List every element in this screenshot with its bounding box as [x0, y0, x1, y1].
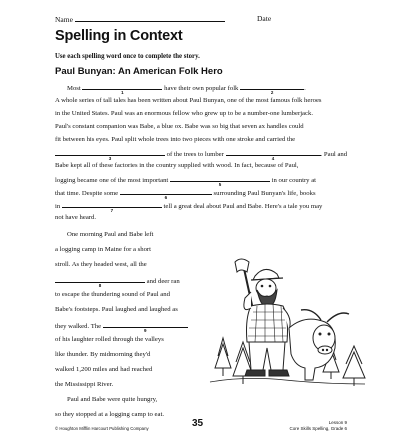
story-line: One morning Paul and Babe left — [67, 231, 154, 238]
story-line: in the United States. Paul was an enormous fellow who grew up to be a number-one lumberjack. — [55, 110, 314, 117]
pine-tree-icon — [343, 346, 365, 386]
story-line: they walked. The 9 — [55, 321, 347, 331]
story-line: the Mississippi River. — [55, 381, 114, 388]
story-line: Paul's constant companion was Babe, a blue ox. Babe was so big that seven ax handles could — [55, 123, 304, 130]
blank-2[interactable]: 2 — [240, 83, 304, 90]
story-line: so they stopped at a logging camp to eat. — [55, 411, 165, 418]
story-line: 8 and deer ran — [55, 276, 347, 286]
story-line: stroll. As they headed west, all the — [55, 261, 147, 268]
story-line: that time. Despite some 6 surrounding Paul Bunyan's life, books — [55, 190, 316, 200]
lesson-info — [289, 420, 347, 432]
paul-bunyan-and-babe-illustration — [205, 258, 370, 390]
name-label: Name — [55, 15, 73, 24]
story-line: Babe kept all of these factories in the country supplied with wood. In fact, because of Paul, — [55, 162, 299, 169]
story-line: in 7 tell a great deal about Paul and Babe. Here's a tale you may — [55, 203, 323, 213]
story-line: fit between his eyes. Paul split whole trees into two pieces with one stroke and carried the — [55, 136, 296, 143]
story-line: Most 1 have their own popular folk 2 . — [67, 85, 306, 95]
story-line: like thunder. By midmorning they'd — [55, 351, 151, 358]
lesson-label: Lesson 9 — [328, 420, 347, 425]
ox-icon — [289, 310, 349, 380]
story-line: of his laughter rolled through the valleys — [55, 336, 164, 343]
blank-9[interactable]: 9 — [103, 321, 188, 328]
story-line: 3 of the trees to lumber 4 . Paul and — [55, 149, 347, 159]
page-title: Spelling in Context — [55, 28, 183, 44]
story-title: Paul Bunyan: An American Folk Hero — [55, 66, 223, 77]
story-line: A whole series of tall tales has been written about Paul Bunyan, one of the most famous folk heroes — [55, 97, 322, 104]
story-line: logging became one of the most important 5 in our country at — [55, 177, 317, 187]
date-label: Date — [257, 14, 272, 23]
blank-5[interactable]: 5 — [170, 175, 270, 182]
blank-7[interactable]: 7 — [62, 201, 162, 208]
story-line: to escape the thundering sound of Paul and — [55, 291, 170, 298]
story-line: Paul and Babe were quite hungry, — [67, 396, 158, 403]
blank-8[interactable]: 8 — [55, 276, 145, 283]
name-field[interactable] — [75, 14, 225, 22]
page-number: 35 — [192, 418, 204, 429]
blank-6[interactable]: 6 — [120, 188, 212, 195]
blank-3[interactable]: 3 — [55, 149, 165, 156]
story-line: a logging camp in Maine for a short — [55, 246, 152, 253]
date-line — [257, 14, 271, 23]
copyright: © Houghton Mifflin Harcourt Publishing Company — [55, 426, 149, 431]
name-line — [55, 14, 225, 24]
story-line: walked 1,200 miles and had reached — [55, 366, 153, 373]
blank-4[interactable]: 4 — [226, 149, 321, 156]
blank-1[interactable]: 1 — [82, 83, 162, 90]
story-line: not have heard. — [55, 214, 97, 221]
book-title: Core Skills Spelling, Grade 6 — [289, 426, 347, 431]
pine-tree-icon — [215, 338, 231, 376]
instructions: Use each spelling word once to complete the story. — [55, 53, 200, 60]
story-line: Babe's footsteps. Paul laughed and laughed as — [55, 306, 178, 313]
